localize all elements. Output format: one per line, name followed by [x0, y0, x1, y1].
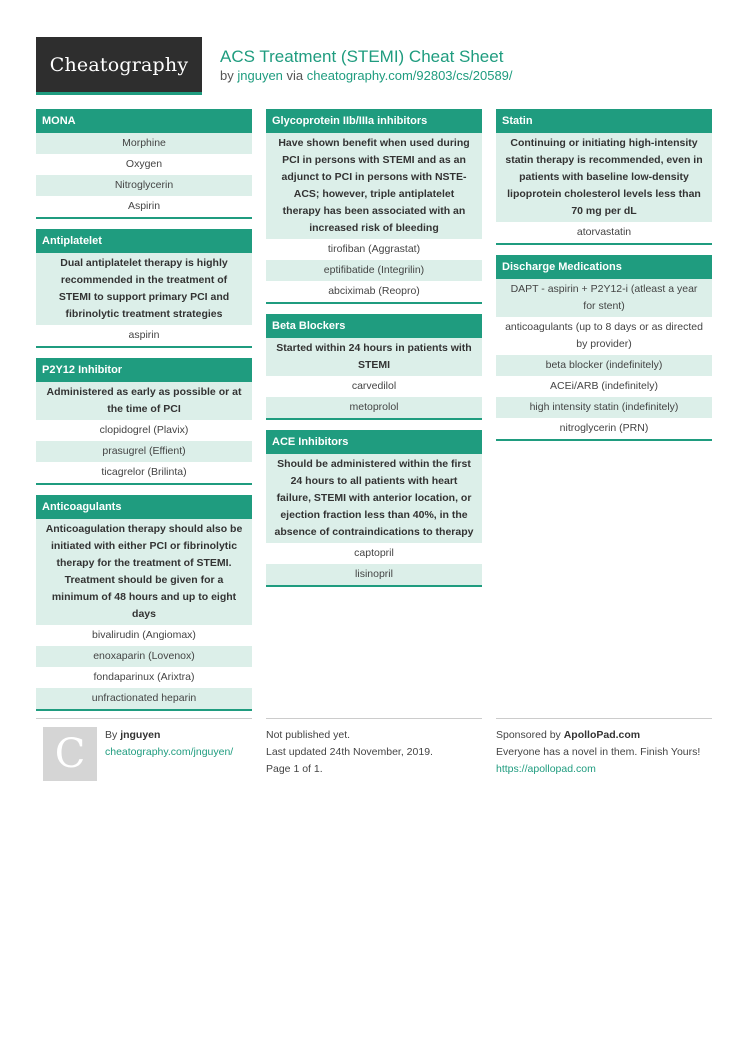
- byline-by: by: [220, 68, 234, 83]
- section-mona: [36, 109, 252, 219]
- list-item: carvedilol: [351, 380, 397, 392]
- section-title: ACE Inhibitors: [266, 430, 482, 454]
- sponsor-name[interactable]: ApolloPad.com: [563, 729, 641, 741]
- column-3: [496, 109, 712, 451]
- section-discharge-medications: [496, 255, 712, 441]
- last-updated: Last updated 24th November, 2019.: [266, 746, 433, 758]
- section-note: Continuing or initiating high-intensity statin therapy is recommended, even in patients with baseline low-density lipoprotein cholesterol levels less than 70 mg per dL: [496, 133, 712, 222]
- footer-author-name[interactable]: jnguyen: [120, 729, 161, 741]
- section-title: P2Y12 Inhibitor: [36, 358, 252, 382]
- section-p2y12: [36, 358, 252, 485]
- footer-author: [36, 718, 252, 777]
- column-1: [36, 109, 252, 721]
- section-title: Statin: [496, 109, 712, 133]
- section-note: Anticoagulation therapy should also be initiated with either PCI or fibrinolytic therapy for the treatment of STEMI. Treatment should be given for a minimum of 48 hours and up to eight days: [36, 519, 252, 625]
- section-anticoagulants: [36, 495, 252, 711]
- list-item: clopidogrel (Plavix): [99, 424, 189, 436]
- footer-author-text: [105, 727, 252, 761]
- footer-by-line: [105, 727, 252, 744]
- section-ace-inhibitors: [266, 430, 482, 587]
- section-note: Should be administered within the first 24 hours to all patients with heart failure, STEMI with anterior location, or ejection fraction less than 40%, in the absence of contraindications to therapy: [266, 454, 482, 543]
- footer-by-label: By: [105, 729, 118, 741]
- byline: [220, 68, 513, 83]
- list-item: tirofiban (Aggrastat): [327, 243, 421, 255]
- cheatography-logo[interactable]: Cheatography: [36, 37, 202, 92]
- avatar[interactable]: C: [43, 727, 97, 781]
- list-item: enoxaparin (Lovenox): [36, 646, 252, 667]
- list-item: bivalirudin (Angiomax): [92, 629, 196, 641]
- list-item: captopril: [354, 547, 394, 559]
- section-title: Anticoagulants: [36, 495, 252, 519]
- list-item: anticoagulants (up to 8 days or as directed by provider): [505, 321, 703, 350]
- section-title: Antiplatelet: [36, 229, 252, 253]
- sheet-url-link[interactable]: cheatography.com/92803/cs/20589/: [306, 68, 513, 83]
- section-statin: [496, 109, 712, 245]
- list-item: aspirin: [128, 329, 160, 341]
- section-note: Dual antiplatelet therapy is highly recommended in the treatment of STEMI to support primary PCI and fibrinolytic treatment strategies: [36, 253, 252, 325]
- byline-via: via: [286, 68, 304, 83]
- list-item: ticagrelor (Brilinta): [101, 466, 187, 478]
- list-item: high intensity statin (indefinitely): [496, 397, 712, 418]
- column-2: [266, 109, 482, 597]
- list-item: atorvastatin: [576, 226, 632, 238]
- section-note: Have shown benefit when used during PCI in persons with STEMI and as an adjunct to PCI in persons with NSTE-ACS; however, triple antiplatelet therapy has been associated with an increased risk of bleeding: [266, 133, 482, 239]
- list-item: Morphine: [36, 133, 252, 154]
- list-item: lisinopril: [266, 564, 482, 585]
- sponsored-by-label: Sponsored by: [496, 729, 561, 741]
- list-item: eptifibatide (Integrilin): [266, 260, 482, 281]
- list-item: prasugrel (Effient): [36, 441, 252, 462]
- footer-author-link[interactable]: cheatography.com/jnguyen/: [105, 746, 234, 758]
- sponsor-line: [496, 727, 712, 744]
- list-item: Oxygen: [125, 158, 163, 170]
- author-link[interactable]: jnguyen: [237, 68, 283, 83]
- footer-status: [266, 718, 482, 778]
- section-title: Glycoprotein IIb/IIIa inhibitors: [266, 109, 482, 133]
- page-title: ACS Treatment (STEMI) Cheat Sheet: [220, 47, 504, 66]
- page-number: Page 1 of 1.: [266, 763, 323, 775]
- list-item: nitroglycerin (PRN): [559, 422, 649, 434]
- section-title: Beta Blockers: [266, 314, 482, 338]
- list-item: metoprolol: [266, 397, 482, 418]
- section-glycoprotein: [266, 109, 482, 304]
- section-antiplatelet: [36, 229, 252, 348]
- title-block: [220, 47, 513, 83]
- footer-sponsor: [496, 718, 712, 778]
- publish-status: Not published yet.: [266, 729, 351, 741]
- section-title: Discharge Medications: [496, 255, 712, 279]
- sponsor-text: Everyone has a novel in them. Finish Yours!: [496, 746, 701, 758]
- section-note: Administered as early as possible or at the time of PCI: [36, 382, 252, 420]
- list-item: fondaparinux (Arixtra): [93, 671, 195, 683]
- list-item: abciximab (Reopro): [328, 285, 420, 297]
- list-item: beta blocker (indefinitely): [496, 355, 712, 376]
- list-item: unfractionated heparin: [36, 688, 252, 709]
- list-item: Nitroglycerin: [36, 175, 252, 196]
- section-beta-blockers: [266, 314, 482, 420]
- logo-underline: [36, 92, 202, 95]
- list-item: DAPT - aspirin + P2Y12-i (atleast a year for stent): [496, 279, 712, 317]
- list-item: Aspirin: [127, 200, 161, 212]
- section-title: MONA: [36, 109, 252, 133]
- list-item: ACEi/ARB (indefinitely): [550, 380, 658, 392]
- section-note: Started within 24 hours in patients with STEMI: [266, 338, 482, 376]
- sponsor-link[interactable]: https://apollopad.com: [496, 763, 596, 775]
